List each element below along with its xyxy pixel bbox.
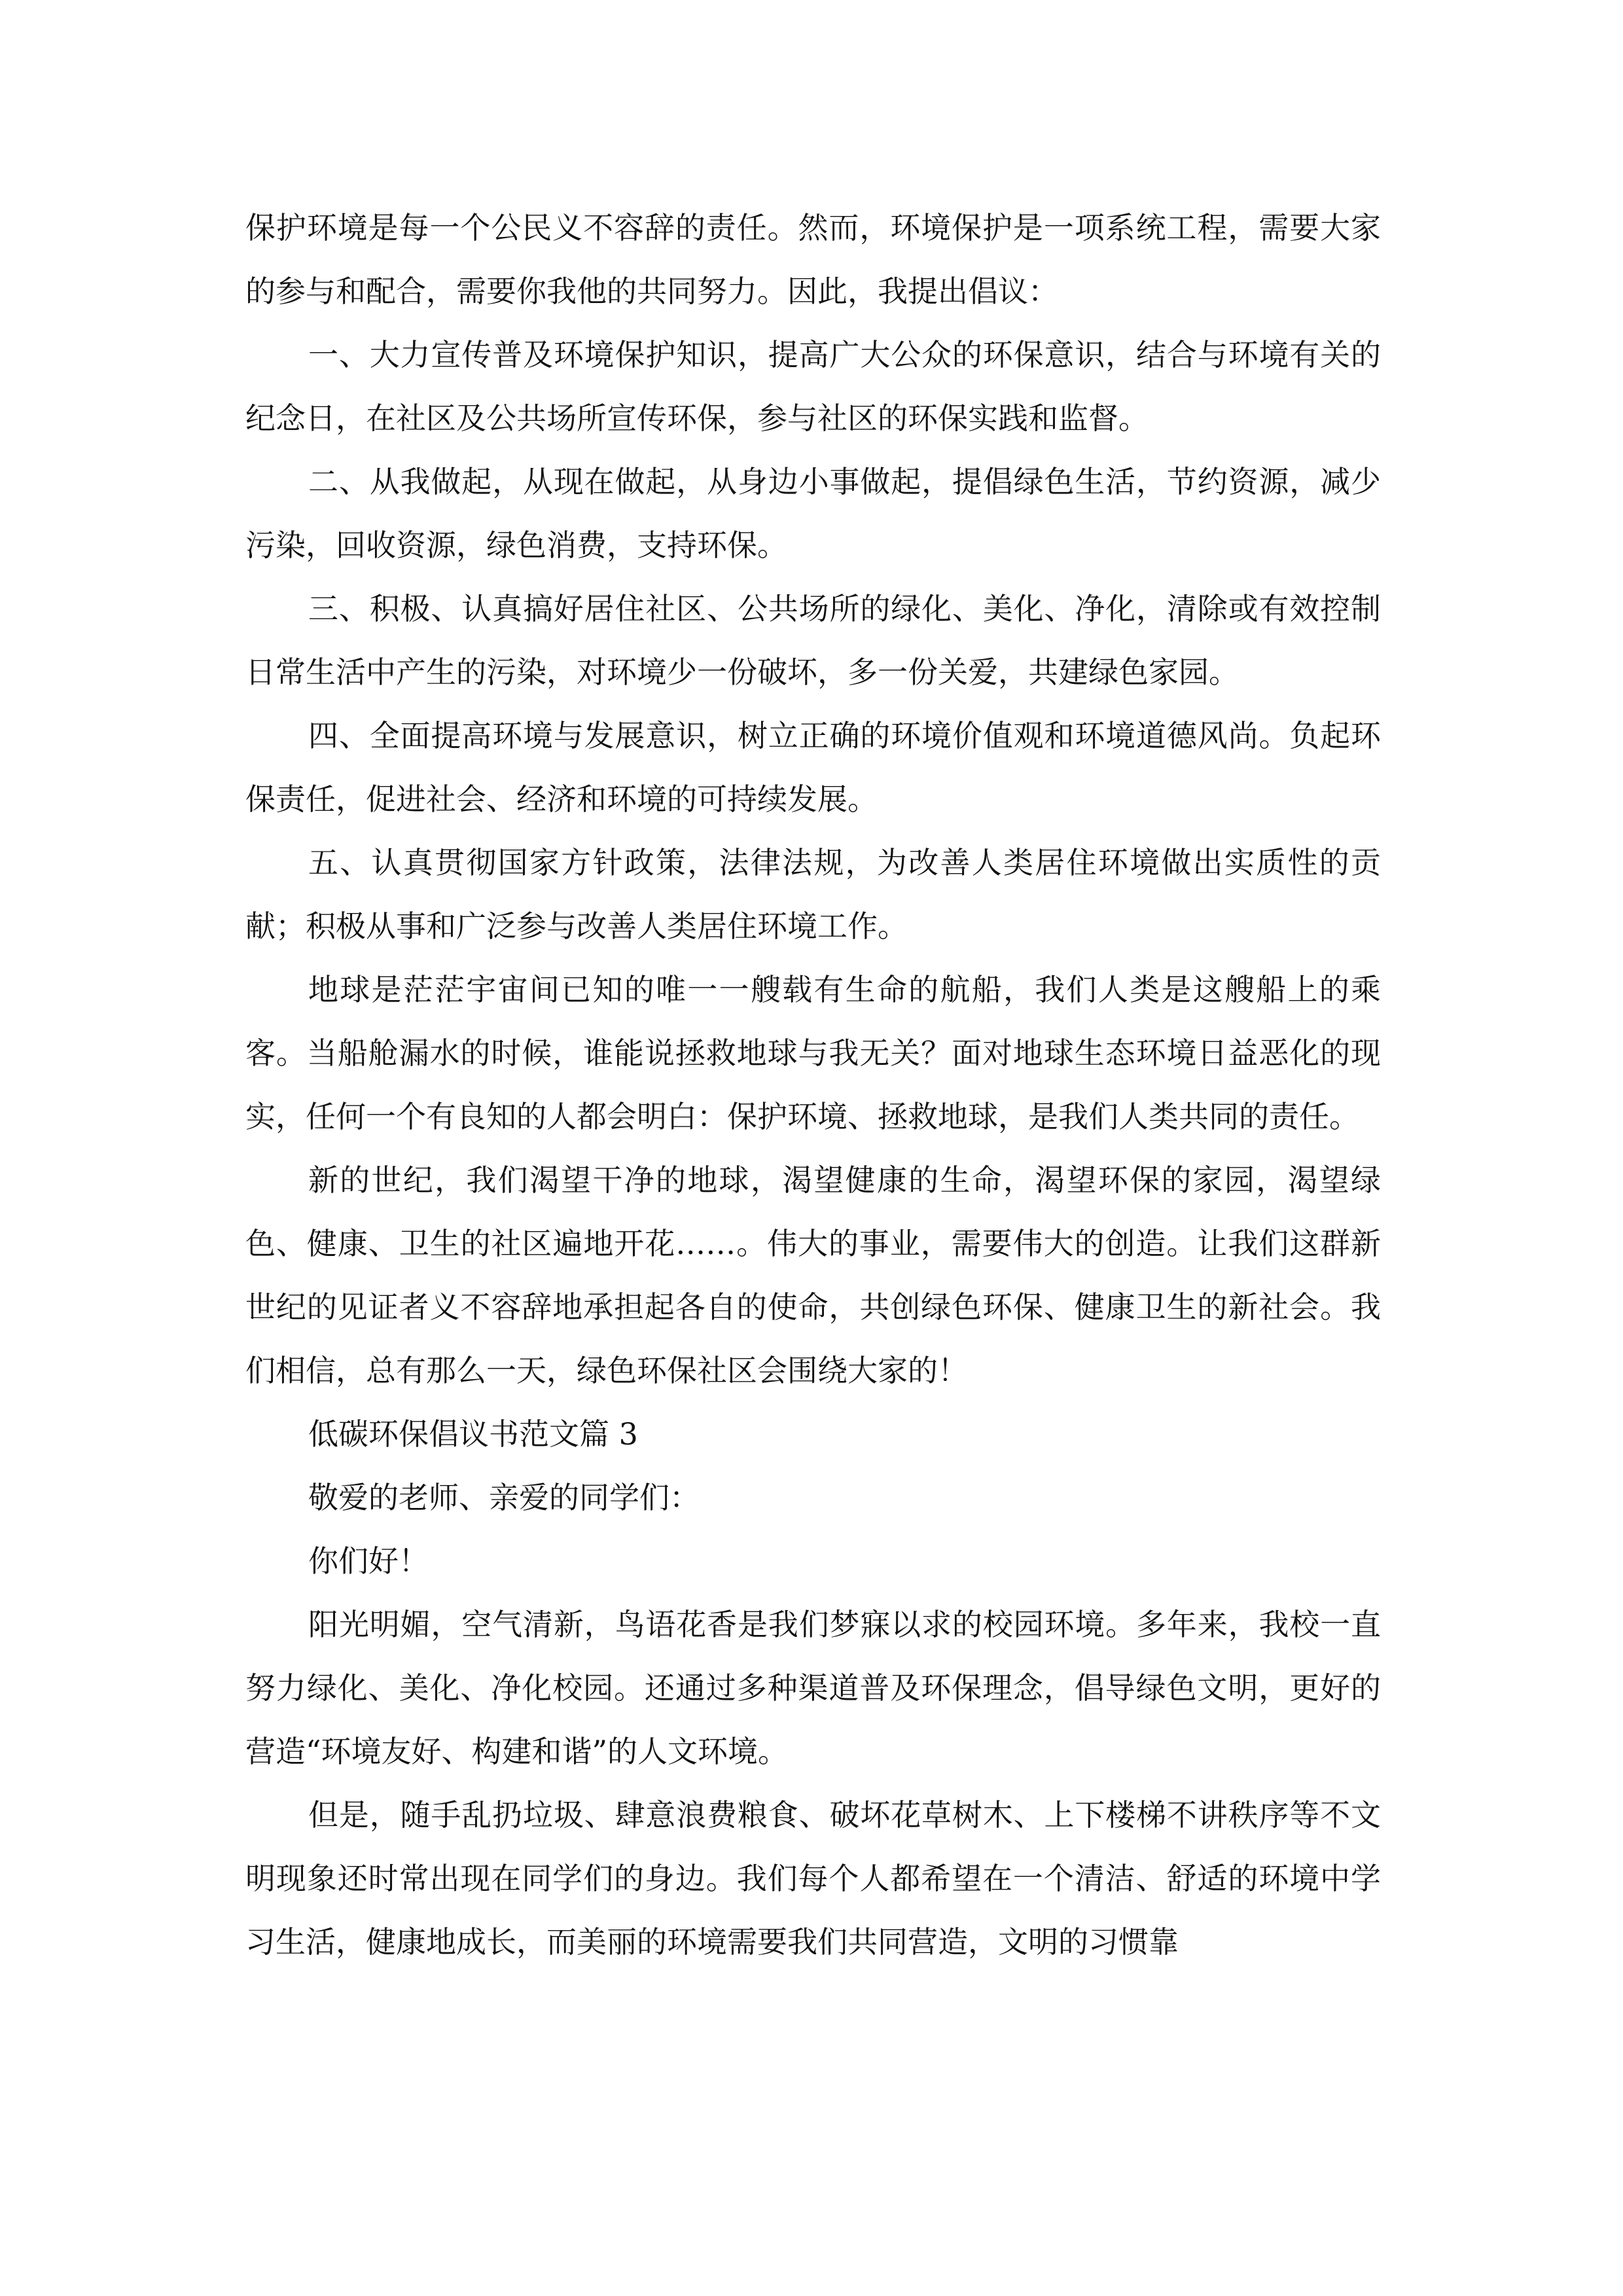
- paragraph-proposal-2: 二、从我做起，从现在做起，从身边小事做起，提倡绿色生活，节约资源，减少污染，回收资源，绿色消费，支持环保。: [245, 464, 1381, 563]
- paragraph-problems: 但是，随手乱扔垃圾、肆意浪费粮食、破坏花草树木、上下楼梯不讲秩序等不文明现象还时常出现在同学们的身边。我们每个人都希望在一个清洁、舒适的环境中学习生活，健康地成长，而美丽的环境需要我们共同营造，文明的习惯靠: [245, 1797, 1381, 1960]
- paragraph-new-century: 新的世纪，我们渴望干净的地球，渴望健康的生命，渴望环保的家园，渴望绿色、健康、卫生的社区遍地开花……。伟大的事业，需要伟大的创造。让我们这群新世纪的见证者义不容辞地承担起各自的使命，共创绿色环保、健康卫生的新社会。我们相信，总有那么一天，绿色环保社区会围绕大家的！: [245, 1162, 1381, 1388]
- section-heading: 低碳环保倡议书范文篇 3: [308, 1416, 638, 1452]
- paragraph-intro: 保护环境是每一个公民义不容辞的责任。然而，环境保护是一项系统工程，需要大家的参与和配合，需要你我他的共同努力。因此，我提出倡议：: [245, 210, 1381, 309]
- paragraph-proposal-4: 四、全面提高环境与发展意识，树立正确的环境价值观和环境道德风尚。负起环保责任，促进社会、经济和环境的可持续发展。: [245, 718, 1381, 817]
- salutation: 敬爱的老师、亲爱的同学们：: [308, 1480, 700, 1515]
- paragraph-campus: 阳光明媚，空气清新，鸟语花香是我们梦寐以求的校园环境。多年来，我校一直努力绿化、美化、净化校园。还通过多种渠道普及环保理念，倡导绿色文明，更好的营造“环境友好、构建和谐”的人文环境。: [245, 1607, 1381, 1769]
- paragraph-proposal-3: 三、积极、认真搞好居住社区、公共场所的绿化、美化、净化，清除或有效控制日常生活中产生的污染，对环境少一份破坏，多一份关爱，共建绿色家园。: [245, 591, 1381, 690]
- greeting: 你们好！: [308, 1543, 429, 1579]
- paragraph-earth: 地球是茫茫宇宙间已知的唯一一艘载有生命的航船，我们人类是这艘船上的乘客。当船舱漏水的时候，谁能说拯救地球与我无关？面对地球生态环境日益恶化的现实，任何一个有良知的人都会明白：保护环境、拯救地球，是我们人类共同的责任。: [245, 972, 1381, 1134]
- paragraph-proposal-1: 一、大力宣传普及环境保护知识，提高广大公众的环保意识，结合与环境有关的纪念日，在社区及公共场所宣传环保，参与社区的环保实践和监督。: [245, 337, 1381, 436]
- document-page: [245, 196, 1381, 1974]
- paragraph-proposal-5: 五、认真贯彻国家方针政策，法律法规，为改善人类居住环境做出实质性的贡献；积极从事和广泛参与改善人类居住环境工作。: [245, 845, 1381, 944]
